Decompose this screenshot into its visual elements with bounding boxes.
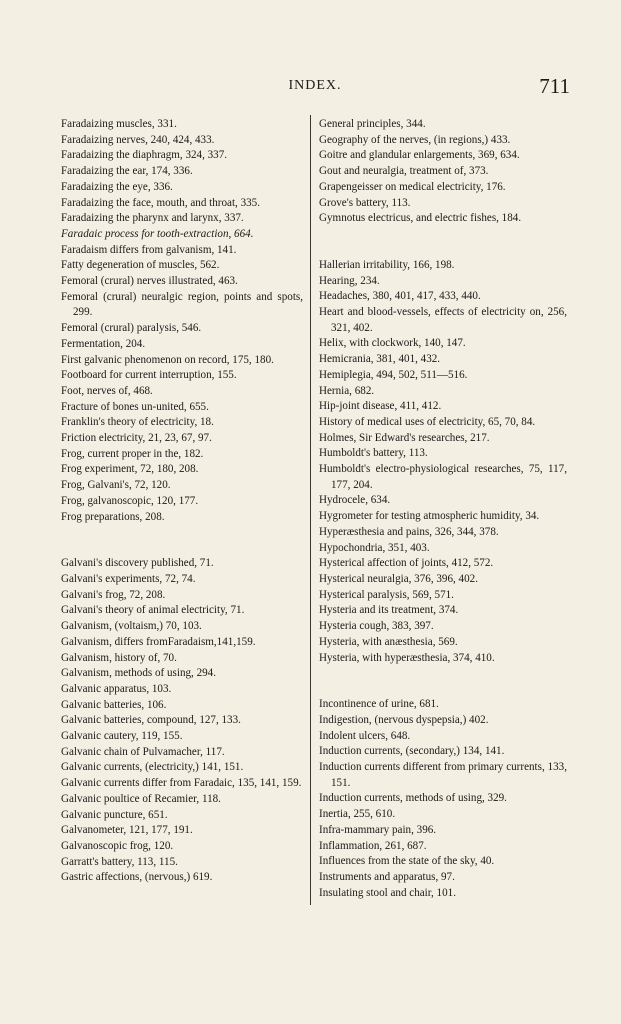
index-entry: Incontinence of urine, 681. [319, 698, 439, 711]
index-entry: Indigestion, (nervous dyspepsia,) 402. [319, 713, 489, 726]
index-entry: Garratt's battery, 113, 115. [61, 855, 178, 868]
index-entry: Galvanometer, 121, 177, 191. [61, 824, 193, 837]
index-entry: Humboldt's battery, 113. [319, 447, 428, 460]
index-entry: Hysterical neuralgia, 376, 396, 402. [319, 572, 478, 585]
index-entry: Hip-joint disease, 411, 412. [319, 400, 442, 413]
index-entry: Femoral (crural) paralysis, 546. [61, 322, 202, 335]
index-entry: Franklin's theory of electricity, 18. [61, 416, 214, 429]
index-entry: Induction currents, (secondary,) 134, 141. [319, 745, 505, 758]
index-entry: Gymnotus electricus, and electric fishes, 184. [319, 212, 522, 225]
index-entry: Frog, Galvani's, 72, 120. [61, 479, 171, 492]
index-entry: Infra-mammary pain, 396. [319, 823, 437, 836]
index-entry: Insulating stool and chair, 101. [319, 886, 456, 899]
index-entry: Galvanoscopic frog, 120. [61, 839, 174, 852]
index-entry: Hallerian irritability, 166, 198. [319, 258, 455, 271]
index-entry: Gout and neuralgia, treatment of, 373. [319, 165, 489, 178]
left-column [61, 117, 303, 886]
index-entry: Faradaizing the diaphragm, 324, 337. [61, 149, 228, 162]
index-entry: Influences from the state of the sky, 40. [319, 855, 495, 868]
index-entry: Galvanic puncture, 651. [61, 808, 168, 821]
index-entry: Galvanism, history of, 70. [61, 651, 177, 664]
index-entry: Galvanic batteries, compound, 127, 133. [61, 714, 241, 727]
index-entry: Inflammation, 261, 687. [319, 839, 427, 852]
index-entry: Faradaizing the eye, 336. [61, 180, 173, 193]
index-entry: Femoral (crural) neuralgic region, points and spots, 299. [61, 290, 303, 319]
left-group-g [61, 556, 303, 886]
index-entry: Indolent ulcers, 648. [319, 729, 411, 742]
index-entry: Fracture of bones un-united, 655. [61, 400, 209, 413]
index-entry: Frog, current proper in the, 182. [61, 447, 204, 460]
index-entry: Galvanic currents, (electricity,) 141, 151. [61, 761, 244, 774]
index-entry: Geography of the nerves, (in regions,) 433. [319, 133, 511, 146]
index-entry: Hemicrania, 381, 401, 432. [319, 353, 441, 366]
index-entry: Hysterical affection of joints, 412, 572. [319, 557, 494, 570]
index-entry: Hysteria, with hyperæsthesia, 374, 410. [319, 651, 495, 664]
index-entry: Faradaism differs from galvanism, 141. [61, 243, 237, 256]
group-gap [319, 666, 567, 697]
index-entry: Galvani's theory of animal electricity, 71. [61, 604, 245, 617]
index-entry: Galvani's discovery published, 71. [61, 557, 214, 570]
index-entry: Faradaizing nerves, 240, 424, 433. [61, 133, 215, 146]
page-number: 711 [539, 74, 570, 98]
index-entry: Hernia, 682. [319, 384, 375, 397]
index-entry: Friction electricity, 21, 23, 67, 97. [61, 432, 212, 445]
index-entry: Hearing, 234. [319, 274, 380, 287]
index-entry: Galvanic currents differ from Faradaic, 135, 141, 159. [61, 777, 302, 790]
index-entry: Hysteria, with anæsthesia, 569. [319, 635, 458, 648]
right-group-h [319, 258, 567, 666]
group-gap [61, 525, 303, 556]
index-entry: Hysteria cough, 383, 397. [319, 620, 434, 633]
right-group-g [319, 117, 567, 227]
index-entry: Galvani's frog, 72, 208. [61, 588, 166, 601]
index-entry: Footboard for current interruption, 155. [61, 369, 237, 382]
left-group-f [61, 117, 303, 525]
running-title: INDEX. [288, 78, 342, 93]
index-entry: Foot, nerves of, 468. [61, 384, 153, 397]
index-entry: Faradaizing the face, mouth, and throat, 335. [61, 196, 261, 209]
index-entry: Goitre and glandular enlargements, 369, 634. [319, 149, 520, 162]
index-entry: Induction currents different from primary currents, 133, 151. [319, 761, 567, 789]
index-entry: Galvanic apparatus, 103. [61, 682, 172, 695]
index-entry: Gastric affections, (nervous,) 619. [61, 871, 213, 884]
right-column [319, 117, 567, 901]
index-entry: Hydrocele, 634. [319, 494, 391, 507]
index-entry: Heart and blood-vessels, effects of electricity on, 256, 321, 402. [319, 306, 567, 334]
index-entry: Hypochondria, 351, 403. [319, 541, 430, 554]
index-entry: Fatty degeneration of muscles, 562. [61, 259, 220, 272]
index-entry: Headaches, 380, 401, 417, 433, 440. [319, 290, 481, 303]
index-entry: Frog preparations, 208. [61, 510, 165, 523]
index-entry: Hemiplegia, 494, 502, 511—516. [319, 368, 468, 381]
right-group-i [319, 697, 567, 901]
index-entry: Faradaic process for tooth-extraction, 664. [61, 227, 254, 240]
index-entry: Galvani's experiments, 72, 74. [61, 572, 196, 585]
column-divider [310, 115, 311, 905]
index-entry: Inertia, 255, 610. [319, 808, 396, 821]
index-entry: Galvanic poultice of Recamier, 118. [61, 792, 221, 805]
index-entry: First galvanic phenomenon on record, 175, 180. [61, 353, 274, 366]
index-entry: Hyperæsthesia and pains, 326, 344, 378. [319, 525, 499, 538]
group-gap [319, 227, 567, 258]
index-entry: Instruments and apparatus, 97. [319, 870, 455, 883]
index-entry: Galvanism, differs fromFaradaism,141,159. [61, 635, 256, 648]
index-entry: Hysteria and its treatment, 374. [319, 604, 459, 617]
index-entry: Faradaizing muscles, 331. [61, 118, 177, 130]
index-entry: Frog experiment, 72, 180, 208. [61, 463, 199, 476]
index-entry: Femoral (crural) nerves illustrated, 463. [61, 275, 238, 288]
index-entry: General principles, 344. [319, 118, 426, 130]
index-entry: Grapengeisser on medical electricity, 176. [319, 180, 506, 193]
index-entry: Galvanic cautery, 119, 155. [61, 730, 183, 743]
index-entry: Induction currents, methods of using, 329. [319, 792, 507, 805]
index-entry: History of medical uses of electricity, 65, 70, 84. [319, 415, 536, 428]
index-entry: Helix, with clockwork, 140, 147. [319, 337, 466, 350]
index-entry: Galvanic batteries, 106. [61, 698, 167, 711]
index-entry: Faradaizing the pharynx and larynx, 337. [61, 212, 244, 225]
index-entry: Frog, galvanoscopic, 120, 177. [61, 494, 199, 507]
index-entry: Fermentation, 204. [61, 337, 146, 350]
index-entry: Grove's battery, 113. [319, 196, 411, 209]
index-entry: Hygrometer for testing atmospheric humidity, 34. [319, 510, 540, 523]
index-entry: Humboldt's electro-physiological researches, 75, 117, 177, 204. [319, 463, 567, 491]
index-entry: Galvanism, (voltaism,) 70, 103. [61, 620, 202, 633]
index-entry: Holmes, Sir Edward's researches, 217. [319, 431, 490, 444]
running-head [60, 76, 570, 98]
index-entry: Galvanic chain of Pulvamacher, 117. [61, 745, 225, 758]
index-entry: Faradaizing the ear, 174, 336. [61, 165, 193, 178]
index-entry: Hysterical paralysis, 569, 571. [319, 588, 454, 601]
index-entry: Galvanism, methods of using, 294. [61, 667, 216, 680]
